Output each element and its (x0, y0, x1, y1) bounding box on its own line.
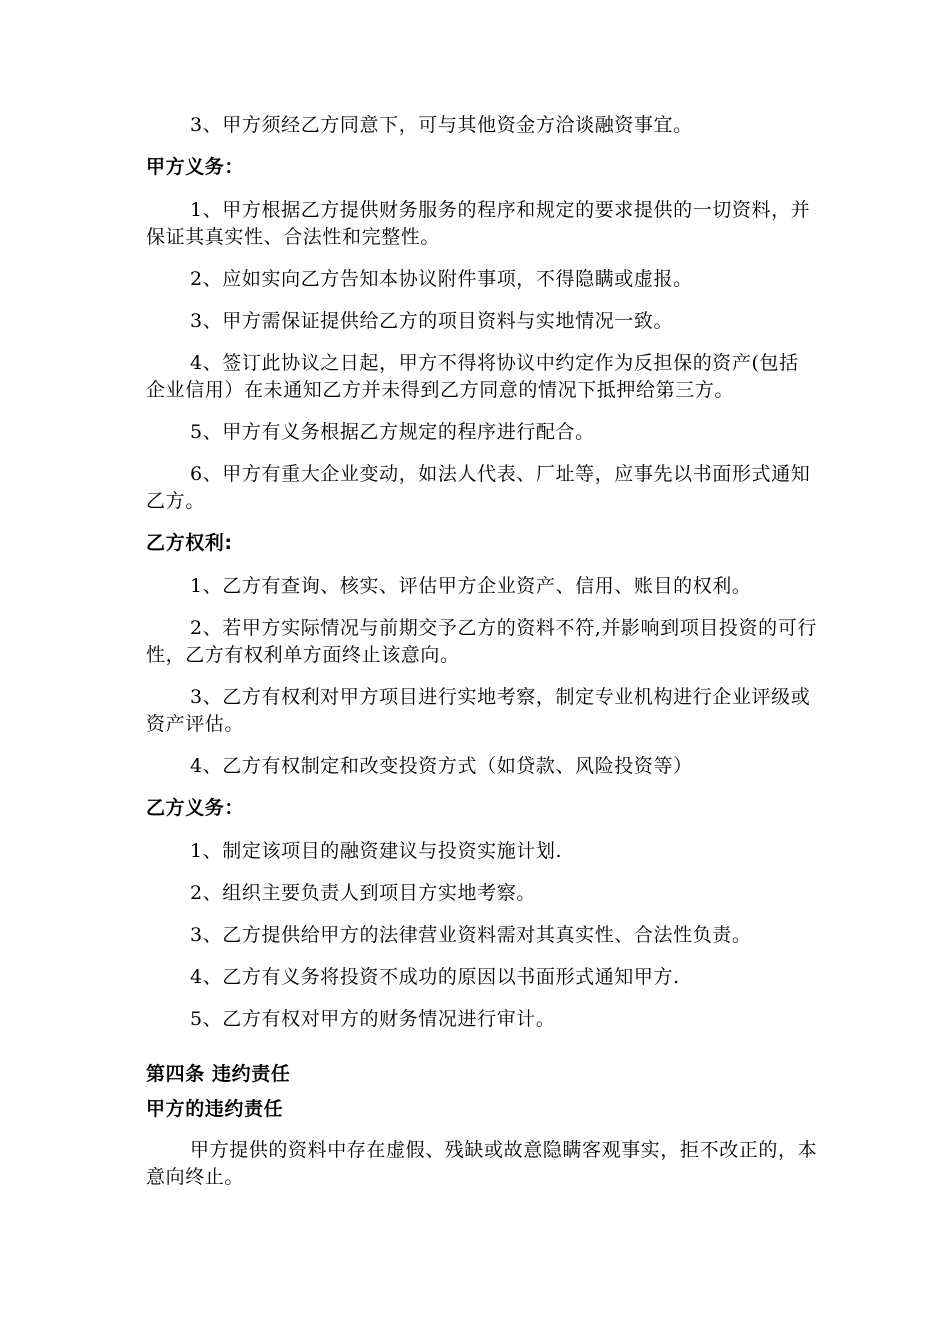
clause-party-b-right-4: 4、乙方有权制定和改变投资方式（如贷款、风险投资等） (190, 755, 693, 777)
heading-party-a-liability: 甲方的违约责任 (146, 1098, 284, 1120)
clause-party-b-obligation-4: 4、乙方有义务将投资不成功的原因以书面形式通知甲方. (190, 966, 680, 988)
article-four-title: 第四条 违约责任 (146, 1063, 291, 1085)
clause-party-b-obligation-2: 2、组织主要负责人到项目方实地考察。 (190, 882, 536, 904)
clause-party-b-obligation-5: 5、乙方有权对甲方的财务情况进行审计。 (190, 1008, 556, 1030)
clause-party-b-right-3: 3、乙方有权利对甲方项目进行实地考察，制定专业机构进行企业评级或资产评估。 (146, 686, 811, 735)
heading-party-b-rights: 乙方权利: (146, 532, 233, 554)
clause-party-b-right-1: 1、乙方有查询、核实、评估甲方企业资产、信用、账目的权利。 (190, 575, 752, 597)
heading-party-a-obligations: 甲方义务： (146, 156, 245, 178)
clause-party-a-obligation-3: 3、甲方需保证提供给乙方的项目资料与实地情况一致。 (190, 310, 674, 332)
heading-party-b-obligations: 乙方义务： (146, 797, 245, 819)
clause-party-a-right-3: 3、甲方须经乙方同意下，可与其他资金方洽谈融资事宜。 (190, 114, 693, 136)
clause-party-b-obligation-3: 3、乙方提供给甲方的法律营业资料需对其真实性、合法性负责。 (190, 924, 752, 946)
clause-party-a-liability: 甲方提供的资料中存在虚假、残缺或故意隐瞒客观事实，拒不改正的，本意向终止。 (146, 1139, 818, 1188)
clause-party-a-obligation-2: 2、应如实向乙方告知本协议附件事项，不得隐瞒或虚报。 (190, 268, 693, 290)
clause-party-b-obligation-1: 1、制定该项目的融资建议与投资实施计划. (190, 840, 563, 862)
clause-party-a-obligation-5: 5、甲方有义务根据乙方规定的程序进行配合。 (190, 421, 595, 443)
clause-party-b-right-2: 2、若甲方实际情况与前期交予乙方的资料不符,并影响到项目投资的可行性，乙方有权利单方面终止该意向。 (146, 617, 817, 666)
clause-party-a-obligation-6: 6、甲方有重大企业变动，如法人代表、厂址等，应事先以书面形式通知乙方。 (146, 463, 811, 512)
document-body (146, 112, 818, 1206)
clause-party-a-obligation-1: 1、甲方根据乙方提供财务服务的程序和规定的要求提供的一切资料，并保证其真实性、合法性和完整性。 (146, 199, 811, 248)
clause-party-a-obligation-4: 4、签订此协议之日起，甲方不得将协议中约定作为反担保的资产(包括企业信用）在未通知乙方并未得到乙方同意的情况下抵押给第三方。 (146, 352, 799, 401)
